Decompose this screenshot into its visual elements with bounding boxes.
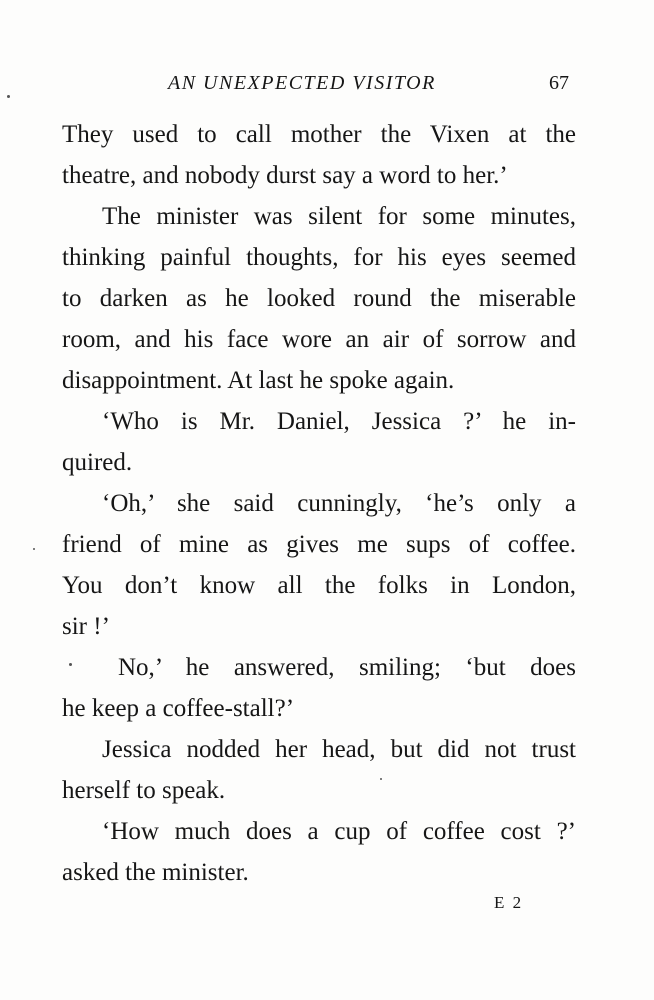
text-line: thinking painful thoughts, for his eyes seemed <box>62 244 576 271</box>
text-line: ‘Oh,’ she said cunningly, ‘he’s only a <box>102 490 576 517</box>
text-line: asked the minister. <box>62 859 249 886</box>
body-text <box>62 114 576 893</box>
text-line: disappointment. At last he spoke again. <box>62 367 455 394</box>
text-line: he keep a coffee-stall?’ <box>62 695 295 722</box>
text-line: room, and his face wore an air of sorrow and <box>62 326 576 353</box>
text-line: They used to call mother the Vixen at the <box>62 121 576 148</box>
text-line: friend of mine as gives me sups of coffee. <box>62 531 576 558</box>
signature-mark: E 2 <box>494 893 524 912</box>
text-line: ‘How much does a cup of coffee cost ?’ <box>102 818 576 845</box>
text-line: herself to speak. <box>62 777 226 804</box>
text-line: ‘Who is Mr. Daniel, Jessica ?’ he in- <box>102 408 576 435</box>
text-line: The minister was silent for some minutes, <box>102 203 576 230</box>
text-line: theatre, and nobody durst say a word to her.’ <box>62 162 508 189</box>
text-line: quired. <box>62 449 133 476</box>
running-title: AN UNEXPECTED VISITOR <box>168 72 436 94</box>
page-number: 67 <box>549 72 569 94</box>
ink-speck <box>69 663 72 666</box>
ink-speck <box>7 95 10 98</box>
text-line: sir !’ <box>62 613 110 640</box>
ink-speck <box>33 548 35 550</box>
text-line: You don’t know all the folks in London, <box>62 572 576 599</box>
text-line: to darken as he looked round the miserable <box>62 285 576 312</box>
text-line: Jessica nodded her head, but did not trust <box>102 736 576 763</box>
text-line: No,’ he answered, smiling; ‘but does <box>118 654 576 681</box>
ink-speck <box>380 778 382 780</box>
